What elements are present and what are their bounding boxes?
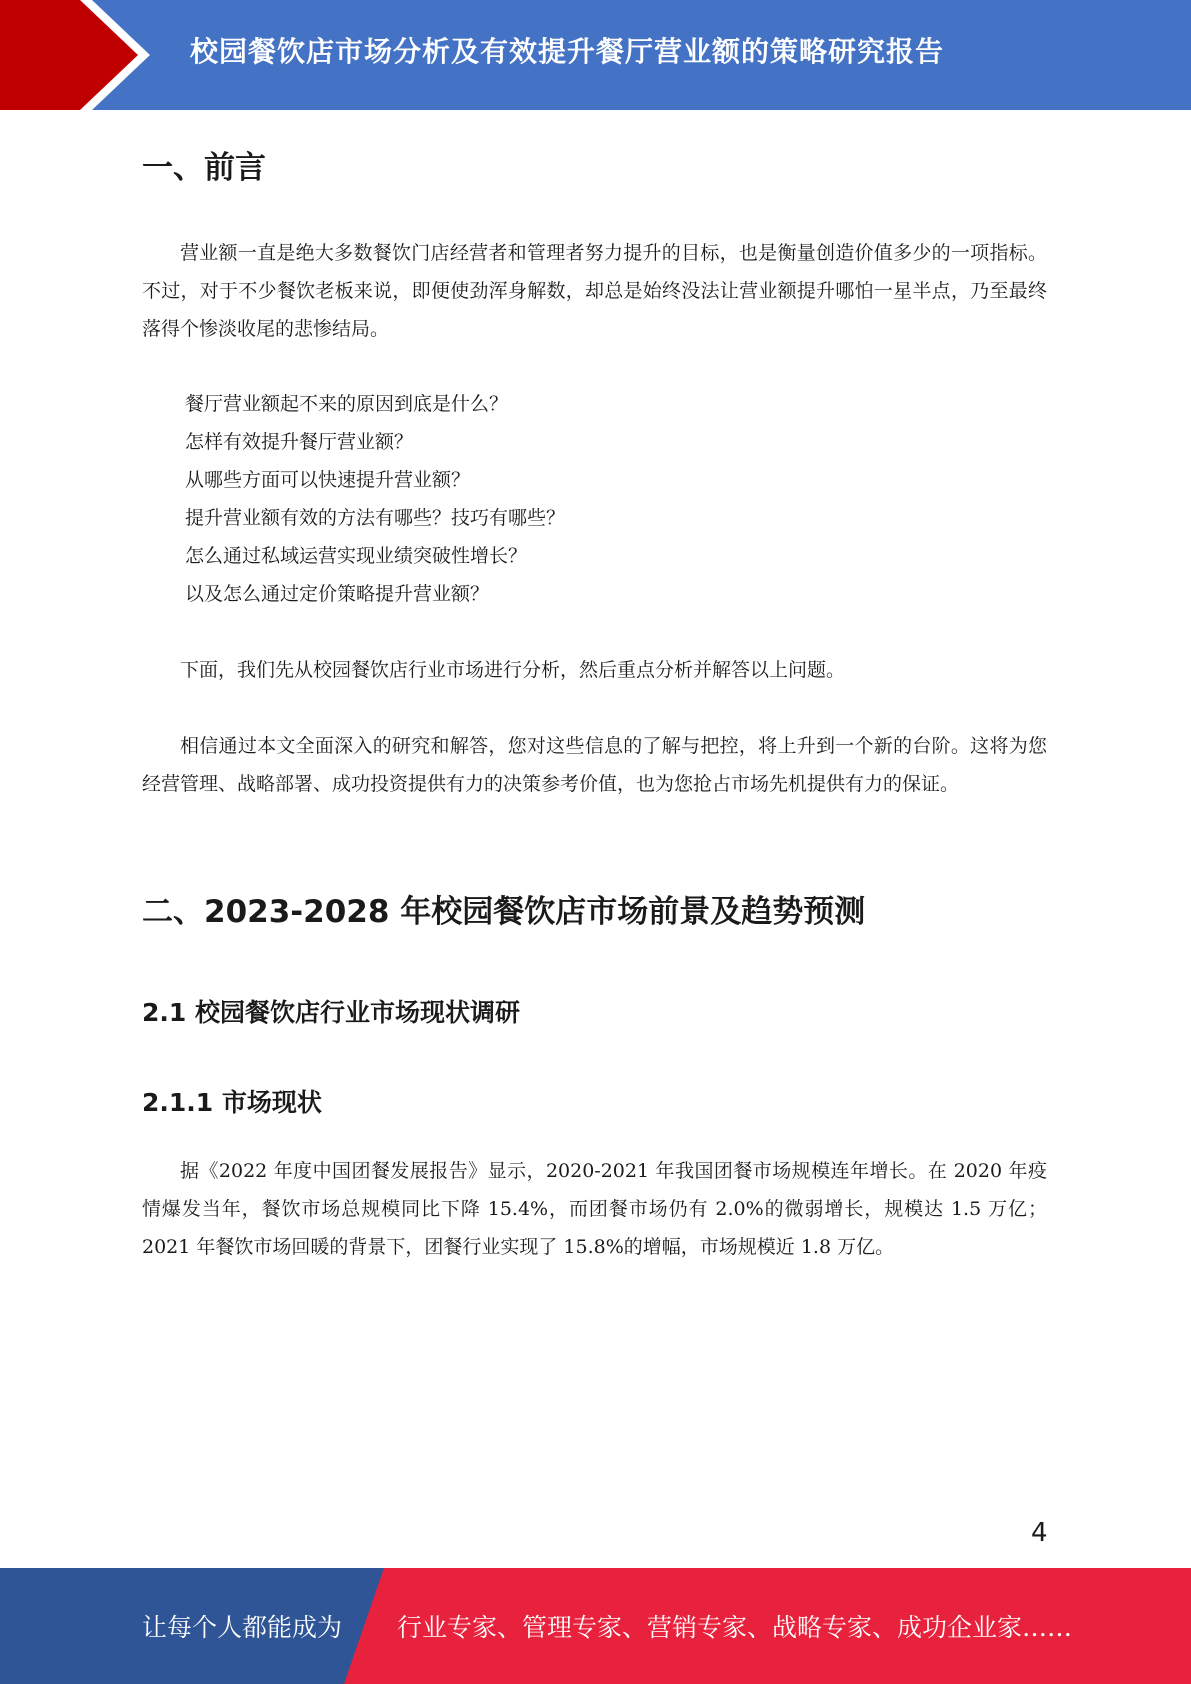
- preface-paragraph-2: 下面，我们先从校园餐饮店行业市场进行分析，然后重点分析并解答以上问题。: [180, 659, 846, 681]
- footer-banner: [0, 1568, 1191, 1684]
- preface-paragraph-3: 相信通过本文全面深入的研究和解答，您对这些信息的了解与把控，将上升到一个新的台阶。这将为您经营管理、战略部署、成功投资提供有力的决策参考价值，也为您抢占市场先机提供有力的保证。: [142, 735, 1047, 795]
- question-item: 从哪些方面可以快速提升营业额？: [185, 469, 471, 491]
- page-number: 4: [1031, 1518, 1048, 1548]
- subsubsection-heading: 2.1.1 市场现状: [142, 1088, 322, 1117]
- question-item: 怎么通过私域运营实现业绩突破性增长？: [185, 545, 528, 567]
- section-heading-forecast: 二、2023-2028 年校园餐饮店市场前景及趋势预测: [142, 894, 866, 930]
- question-item: 餐厅营业额起不来的原因到底是什么？: [185, 393, 509, 415]
- market-status-paragraph: 据《2022 年度中国团餐发展报告》显示，2020-2021 年我国团餐市场规模连年增长。在 2020 年疫情爆发当年，餐饮市场总规模同比下降 15.4%，而团餐市场仍有 2.0%的微弱增长，规模达 1.5 万亿；2021 年餐饮市场回暖的背景下，团餐行业实现了 15.8%的增幅，市场规模近 1.8 万亿。: [142, 1160, 1047, 1258]
- footer-slogan-left: 让每个人都能成为: [142, 1613, 343, 1642]
- section-heading-preface: 一、前言: [142, 150, 266, 186]
- subsection-heading: 2.1 校园餐饮店行业市场现状调研: [142, 998, 520, 1027]
- question-item: 提升营业额有效的方法有哪些？技巧有哪些？: [185, 507, 566, 529]
- question-list: [142, 385, 565, 613]
- preface-paragraph-1: 营业额一直是绝大多数餐饮门店经营者和管理者努力提升的目标，也是衡量创造价值多少的一项指标。不过，对于不少餐饮老板来说，即便使劲浑身解数，却总是始终没法让营业额提升哪怕一星半点，乃至最终落得个惨淡收尾的悲惨结局。: [142, 242, 1047, 340]
- question-item: 怎样有效提升餐厅营业额？: [185, 431, 414, 453]
- footer-slogan-right: 行业专家、管理专家、营销专家、战略专家、成功企业家……: [397, 1613, 1073, 1642]
- report-title: 校园餐饮店市场分析及有效提升餐厅营业额的策略研究报告: [190, 35, 945, 68]
- question-item: 以及怎么通过定价策略提升营业额？: [185, 583, 490, 605]
- header-banner: [0, 0, 1191, 110]
